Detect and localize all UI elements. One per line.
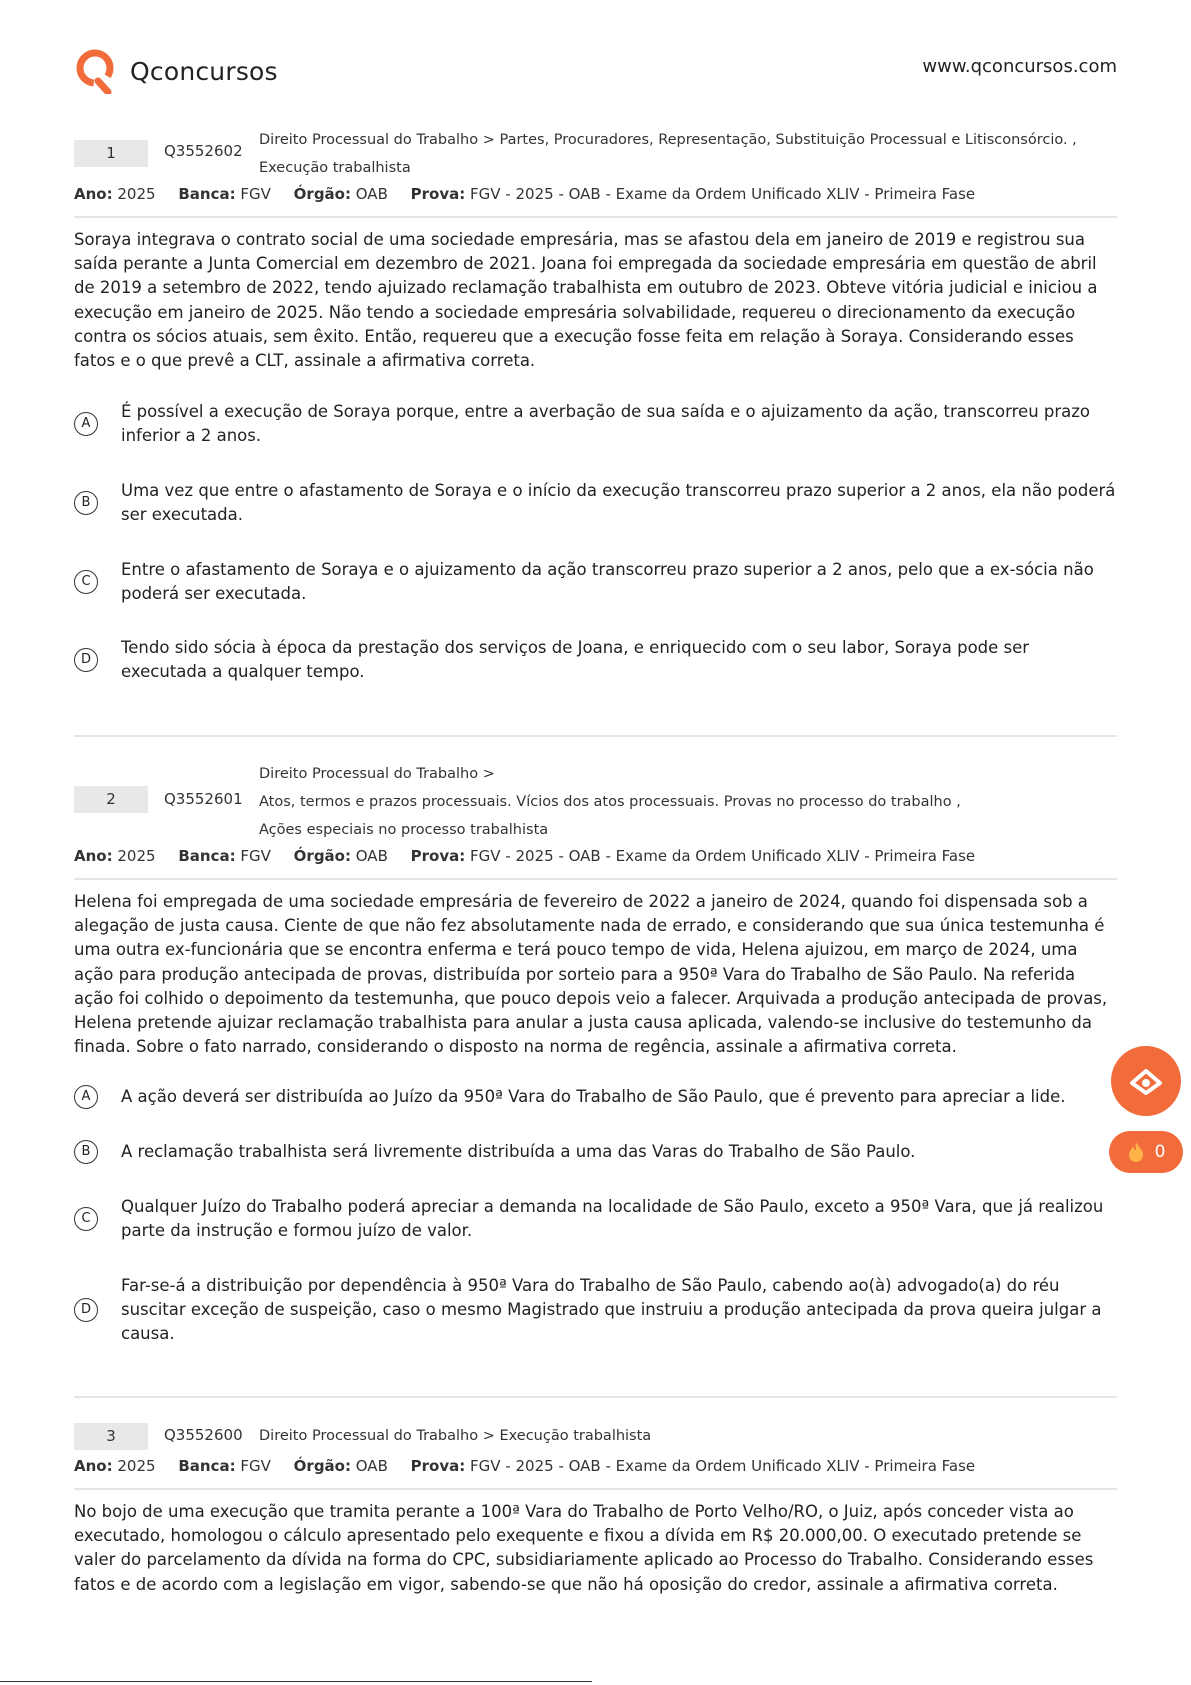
alternative-letter-a[interactable]: A [74, 1085, 98, 1109]
alternative-text: Uma vez que entre o afastamento de Soraya e o início da execução transcorreu prazo superior a 2 anos, ela não poderá ser executada. [121, 481, 1116, 525]
meta-ano: 2025 [117, 847, 156, 865]
meta-label-banca: Banca: [178, 1457, 236, 1475]
question-subjects [259, 1422, 651, 1450]
subject-line[interactable]: Direito Processual do Trabalho > Execução trabalhista [259, 1428, 652, 1444]
alternative-letter-d[interactable]: D [74, 648, 98, 672]
alternative-text: Entre o afastamento de Soraya e o ajuizamento da ação transcorreu prazo superior a 2 anos, pelo que a ex-sócia não poderá ser executada. [121, 560, 1094, 604]
brand-logo[interactable] [74, 48, 278, 94]
question-statement: No bojo de uma execução que tramita perante a 100ª Vara do Trabalho de Porto Velho/RO, o Juiz, após conceder vista ao executado, homologou o cálculo apresentado pelo exequente e fixou a dívida em R$ 20.000,00. O executado pretende se valer do parcelamento da dívida na forma do CPC, subsidiariamente aplicado ao Processo do Trabalho. Considerando esses fatos e de acordo com a legislação em vigor, sabendo-se que não há oposição do credor, assinale a afirmativa correta. [74, 1502, 1094, 1594]
divider [74, 216, 1117, 218]
question-card [74, 760, 1117, 1350]
alternative-text: Qualquer Juízo do Trabalho poderá apreciar a demanda na localidade de São Paulo, exceto a 950ª Vara, que já realizou parte da instrução e formou juízo de valor. [121, 1197, 1104, 1241]
meta-label-orgao: Órgão: [293, 185, 351, 203]
divider [74, 878, 1117, 880]
meta-prova: FGV - 2025 - OAB - Exame da Ordem Unificado XLIV - Primeira Fase [470, 185, 976, 203]
flame-icon [1127, 1141, 1145, 1163]
alternative-text: Far-se-á a distribuição por dependência à 950ª Vara do Trabalho de São Paulo, cabendo ao(à) advogado(a) do réu suscitar exceção de suspeição, caso o mesmo Magistrado que instruiu a produção antecipada da prova queira julgar a causa. [121, 1276, 1102, 1344]
question-meta [74, 1457, 975, 1475]
question-number: 1 [74, 140, 148, 167]
alternative-letter-b[interactable]: B [74, 491, 98, 515]
meta-banca: FGV [240, 1457, 271, 1475]
meta-label-banca: Banca: [178, 185, 236, 203]
subject-line[interactable]: Direito Processual do Trabalho > Partes, Procuradores, Representação, Substituição Processual e Litisconsórcio. , [259, 132, 1077, 148]
alternative-text: A ação deverá ser distribuída ao Juízo da 950ª Vara do Trabalho de São Paulo, que é prevento para apreciar a lide. [121, 1087, 1066, 1106]
meta-prova: FGV - 2025 - OAB - Exame da Ordem Unificado XLIV - Primeira Fase [470, 847, 976, 865]
meta-label-prova: Prova: [410, 185, 466, 203]
page-header [74, 48, 1117, 98]
question-separator [74, 735, 1117, 737]
page-bottom-rule [0, 1681, 592, 1682]
question-id[interactable]: Q3552601 [164, 790, 243, 808]
meta-prova: FGV - 2025 - OAB - Exame da Ordem Unificado XLIV - Primeira Fase [470, 1457, 976, 1475]
question-meta [74, 847, 975, 865]
streak-count: 0 [1154, 1142, 1166, 1162]
meta-ano: 2025 [117, 1457, 156, 1475]
question-statement: Soraya integrava o contrato social de uma sociedade empresária, mas se afastou dela em janeiro de 2019 e registrou sua saída perante a Junta Comercial em dezembro de 2021. Joana foi empregada da sociedade empresária em questão de abril de 2019 a setembro de 2022, tendo ajuizado reclamação trabalhista em outubro de 2023. Obteve vitória judicial e iniciou a execução em janeiro de 2025. Não tendo a sociedade empresária solvabilidade, requereu o direcionamento da execução contra os sócios atuais, sem êxito. Então, requereu que a execução fosse feita em relação à Soraya. Considerando esses fatos e o que prevê a CLT, assinale a afirmativa correta. [74, 230, 1098, 371]
divider [74, 1488, 1117, 1490]
question-subjects [259, 126, 1077, 182]
meta-label-prova: Prova: [410, 847, 466, 865]
question-separator [74, 1396, 1117, 1398]
assistant-icon [1126, 1063, 1166, 1099]
meta-label-orgao: Órgão: [293, 847, 351, 865]
brand-name: Qconcursos [130, 56, 278, 86]
question-number: 2 [74, 786, 148, 813]
meta-orgao: OAB [355, 847, 388, 865]
question-statement: Helena foi empregada de uma sociedade empresária de fevereiro de 2022 a janeiro de 2024, quando foi dispensada sob a alegação de justa causa. Ciente de que não fez absolutamente nada de errado, e considerando que sua única testemunha é uma outra ex-funcionária que se encontra enferma e terá pouco tempo de vida, Helena ajuizou, em março de 2024, uma ação para produção antecipada de provas, distribuída por sorteio para a 950ª Vara do Trabalho de São Paulo. Na referida ação foi colhido o depoimento da testemunha, que pouco depois veio a falecer. Arquivada a produção antecipada de provas, Helena pretende ajuizar reclamação trabalhista para anular a justa causa aplicada, valendo-se inclusive do testemunho da finada. Sobre o fato narrado, considerando o disposto na norma de regência, assinale a afirmativa correta. [74, 892, 1108, 1057]
meta-label-banca: Banca: [178, 847, 236, 865]
alternative-letter-c[interactable]: C [74, 570, 98, 594]
question-number: 3 [74, 1423, 148, 1450]
alternative-letter-d[interactable]: D [74, 1298, 98, 1322]
qconcursos-logo-icon [74, 48, 118, 94]
question-id[interactable]: Q3552602 [164, 142, 243, 160]
alternative-letter-c[interactable]: C [74, 1207, 98, 1231]
meta-banca: FGV [240, 847, 271, 865]
alternative-text: É possível a execução de Soraya porque, entre a averbação de sua saída e o ajuizamento da ação, transcorreu prazo inferior a 2 anos. [121, 402, 1091, 446]
question-meta [74, 185, 975, 203]
subject-line[interactable]: Execução trabalhista [259, 160, 411, 176]
question-subjects [259, 760, 961, 844]
meta-label-ano: Ano: [74, 185, 113, 203]
subject-line[interactable]: Atos, termos e prazos processuais. Vícios dos atos processuais. Provas no processo do trabalho , [259, 794, 961, 810]
question-card [74, 1423, 1117, 1603]
question-card [74, 126, 1117, 686]
site-url[interactable]: www.qconcursos.com [922, 56, 1117, 77]
meta-label-ano: Ano: [74, 1457, 113, 1475]
meta-ano: 2025 [117, 185, 156, 203]
alternative-letter-a[interactable]: A [74, 412, 98, 436]
question-id[interactable]: Q3552600 [164, 1426, 243, 1444]
meta-label-prova: Prova: [410, 1457, 466, 1475]
alternative-text: Tendo sido sócia à época da prestação dos serviços de Joana, e enriquecido com o seu labor, Soraya pode ser executada a qualquer tempo. [121, 638, 1030, 682]
meta-orgao: OAB [355, 185, 388, 203]
alternative-letter-b[interactable]: B [74, 1140, 98, 1164]
subject-line[interactable]: Ações especiais no processo trabalhista [259, 822, 549, 838]
meta-label-orgao: Órgão: [293, 1457, 351, 1475]
meta-label-ano: Ano: [74, 847, 113, 865]
streak-counter-button[interactable] [1109, 1131, 1183, 1173]
subject-line[interactable]: Direito Processual do Trabalho > [259, 766, 495, 782]
meta-banca: FGV [240, 185, 271, 203]
alternative-text: A reclamação trabalhista será livremente distribuída a uma das Varas do Trabalho de São Paulo. [121, 1142, 916, 1161]
floating-help-button[interactable] [1111, 1046, 1181, 1116]
meta-orgao: OAB [355, 1457, 388, 1475]
